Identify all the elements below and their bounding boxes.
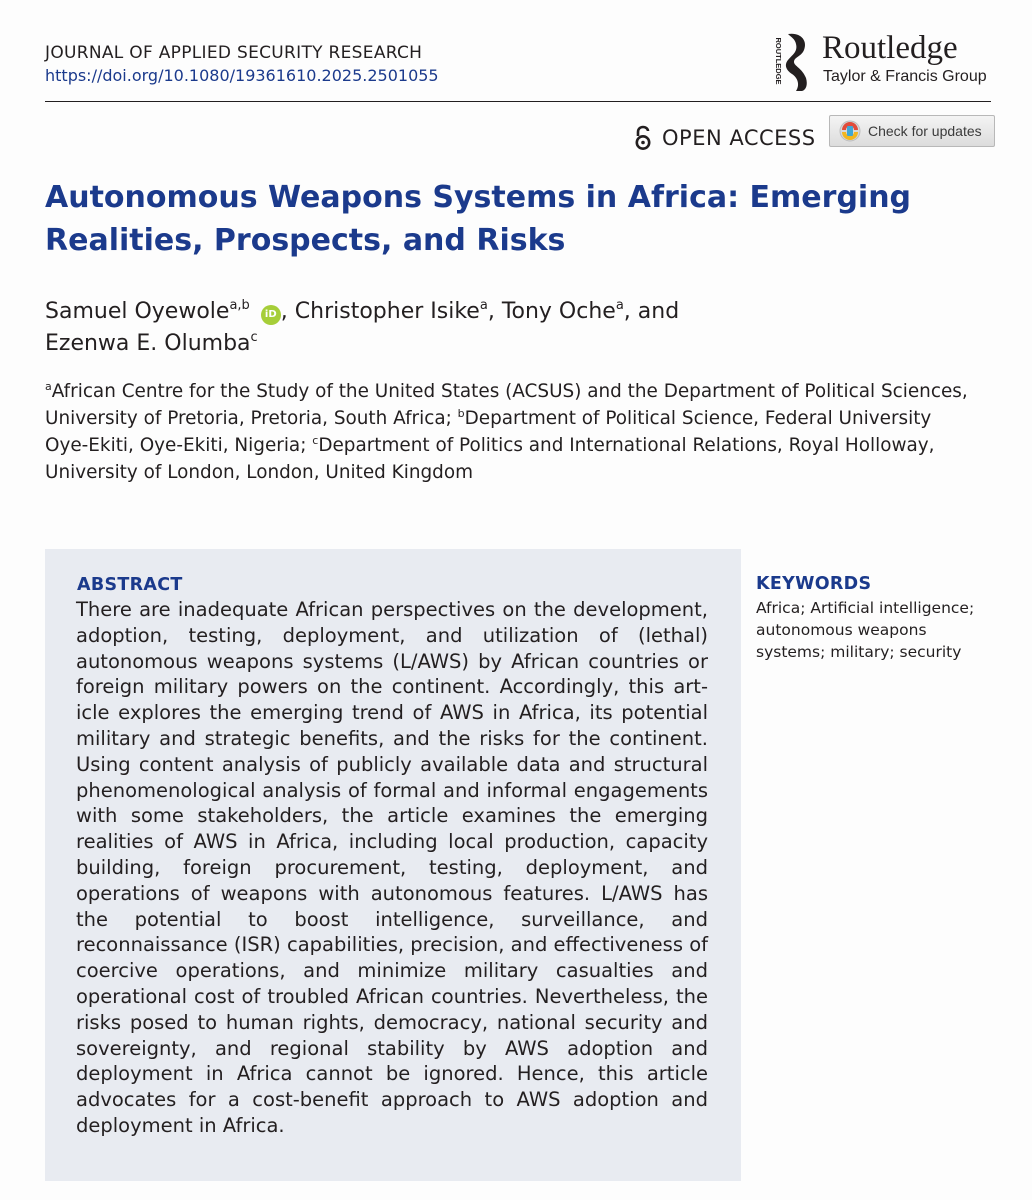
open-access-label: OPEN ACCESS — [662, 126, 816, 150]
doi-link[interactable]: https://doi.org/10.1080/19361610.2025.2501055 — [45, 66, 439, 85]
logo-wordmark-vertical: ROUTLEDGE — [774, 37, 783, 85]
keywords-heading: KEYWORDS — [756, 574, 872, 594]
author-name[interactable]: Christopher Isike — [294, 299, 480, 324]
affiliation-mark: b — [457, 407, 465, 420]
author-affiliation-mark: a — [479, 298, 488, 313]
open-access-badge — [634, 125, 816, 151]
author-name[interactable]: Samuel Oyewole — [45, 299, 230, 324]
journal-name: JOURNAL OF APPLIED SECURITY RESEARCH — [45, 43, 423, 63]
affiliation-text: Department of Political Science, Federal University Oye-Ekiti, Oye-Ekiti, Nigeria; — [45, 408, 932, 456]
keywords-text: Africa; Artificial intelligence; autonomous weapons systems; military; security — [756, 599, 975, 661]
abstract-text: There are inadequate African perspectives on the development, adoption, testing, deployment, and utilization of (lethal) autonomous weapons systems (L/AWS) by African countries or foreign military powers on the continent. Accordingly, this article explores the emerging trend of AWS in Africa, its potential military and strategic benefits, and the risks for the continent. Using content analysis of publicly available data and structural phenomenological analysis of formal and informal engagements with some stakeholders, the article examines the emerging realities of AWS in Africa, including local production, capacity building, foreign procurement, testing, deployment, and operations of weapons with autonomous features. L/AWS has the potential to boost intelligence, surveillance, and reconnaissance (ISR) capabilities, precision, and effectiveness of coercive operations, and minimize military casualties and operational cost of troubled African countries. Nevertheless, the risks posed to human rights, democracy, national security and sovereignty, and regional stability by AWS adoption and deployment in Africa cannot be ignored. Hence, this article advocates for a cost-benefit approach to AWS adoption and deployment in Africa. — [76, 598, 708, 1137]
affiliations — [45, 378, 980, 486]
affiliation-text: Department of Politics and International Relations, Royal Holloway, University of London, London, United Kingdom — [45, 435, 935, 483]
publisher-logo[interactable] — [768, 28, 998, 93]
crossmark-icon — [839, 120, 861, 142]
author-separator: , — [487, 299, 502, 324]
author-name[interactable]: Ezenwa E. Olumba — [45, 331, 251, 356]
author-list — [45, 296, 975, 360]
author-name[interactable]: Tony Oche — [501, 299, 616, 324]
author-affiliation-mark: c — [250, 330, 258, 345]
journal-header — [45, 42, 439, 88]
affiliation-mark: c — [312, 434, 319, 447]
orcid-icon[interactable]: iD — [261, 305, 281, 325]
check-for-updates-button[interactable] — [829, 115, 995, 147]
open-lock-icon — [634, 125, 652, 151]
article-title: Autonomous Weapons Systems in Africa: Emerging Realities, Prospects, and Risks — [45, 180, 912, 258]
author-affiliation-mark: a — [615, 298, 624, 313]
abstract-heading: ABSTRACT — [77, 575, 183, 595]
affiliation-text: African Centre for the Study of the United States (ACSUS) and the Department of Political Sciences, University of Pretoria, Pretoria, South Africa; — [45, 381, 968, 429]
publisher-name: Routledge — [822, 30, 958, 66]
header-divider — [45, 101, 991, 102]
routledge-logo-icon — [768, 30, 812, 92]
author-affiliation-mark: a,b — [229, 298, 250, 313]
author-separator: , and — [623, 299, 680, 324]
affiliation-mark: a — [45, 380, 52, 393]
author-separator: , — [280, 299, 295, 324]
check-for-updates-label: Check for updates — [868, 123, 982, 139]
publisher-group: Taylor & Francis Group — [823, 68, 987, 85]
